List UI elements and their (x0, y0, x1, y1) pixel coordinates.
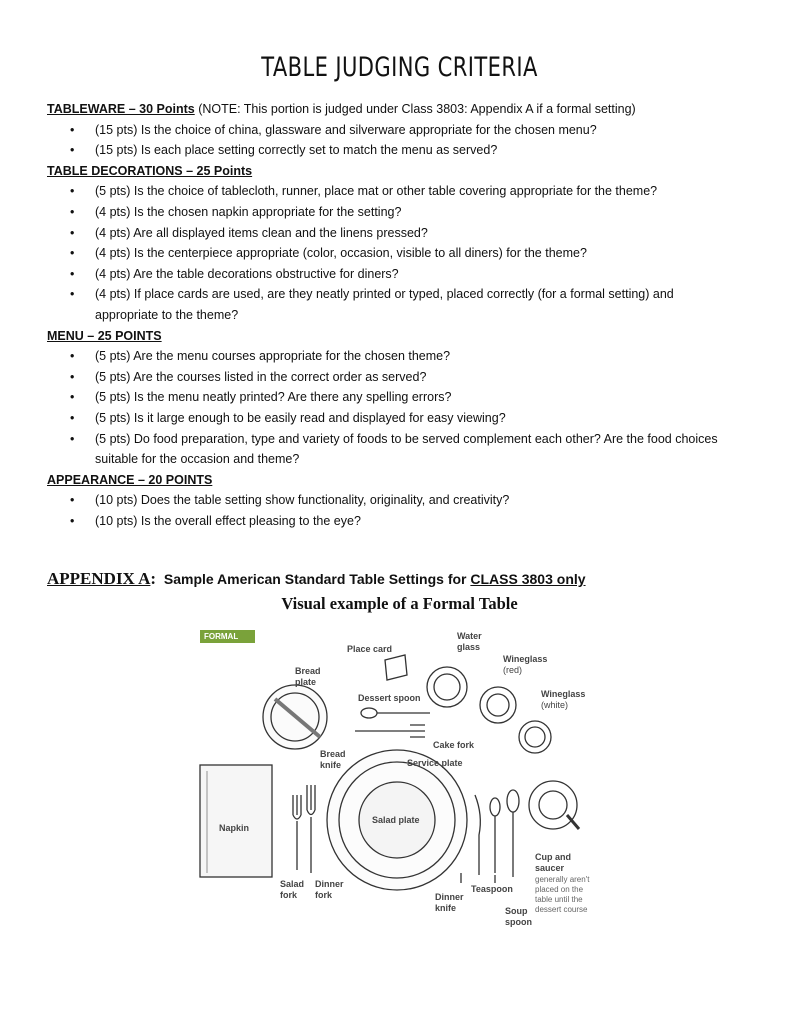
label-dinner-knife: Dinner (435, 892, 464, 902)
list-item: • (4 pts) If place cards are used, are they neatly printed or typed, placed correctly (for a formal setting) and appropriate to the theme? (47, 284, 737, 325)
label-place-card: Place card (347, 644, 393, 654)
napkin-shape (200, 765, 272, 877)
criteria-list (47, 346, 737, 470)
label-salad-fork: Salad (280, 879, 305, 889)
label-dinner-fork-2: fork (315, 890, 333, 900)
criteria-list (47, 181, 737, 325)
section-menu (47, 326, 737, 470)
appendix-label: APPENDIX A (47, 569, 151, 588)
label-cup-note-1: generally aren't (535, 875, 590, 884)
criteria-list (47, 120, 737, 161)
dinner-knife-shape (475, 795, 480, 875)
label-cup-saucer: Cup and (535, 852, 571, 862)
label-soup-spoon-2: spoon (505, 917, 532, 927)
label-salad-plate: Salad plate (372, 815, 420, 825)
appendix-class-ref: CLASS 3803 only (470, 571, 586, 587)
list-item: • (4 pts) Is the chosen napkin appropriate for the setting? (47, 202, 737, 223)
list-item: • (5 pts) Are the courses listed in the correct order as served? (47, 367, 737, 388)
water-glass-shape (427, 667, 467, 707)
label-wineglass-white: Wineglass (541, 689, 586, 699)
appendix-colon: : (150, 569, 157, 588)
section-note: (NOTE: This portion is judged under Class 3803: Appendix A if a formal setting) (194, 102, 636, 116)
teaspoon-shape (490, 798, 500, 816)
visual-example-title: Visual example of a Formal Table (281, 594, 518, 613)
label-cup-note-2: placed on the (535, 885, 584, 894)
page-title: TABLE JUDGING CRITERIA (261, 52, 538, 83)
section-heading: MENU – 25 POINTS (47, 328, 162, 343)
list-item: • (5 pts) Is the choice of tablecloth, runner, place mat or other table covering appropriate for the theme? (47, 181, 737, 202)
list-item: • (5 pts) Is it large enough to be easily read and displayed for easy viewing? (47, 408, 737, 429)
wineglass-red-shape (480, 687, 516, 723)
label-water-glass: Water (457, 631, 482, 641)
section-heading: APPEARANCE – 20 POINTS (47, 472, 213, 487)
label-water-glass-2: glass (457, 642, 481, 652)
label-soup-spoon: Soup (505, 906, 528, 916)
wineglass-white-shape (519, 721, 551, 753)
list-item: • (5 pts) Is the menu neatly printed? Are there any spelling errors? (47, 387, 737, 408)
list-item: • (15 pts) Is each place setting correctly set to match the menu as served? (47, 140, 737, 161)
dinner-fork-shape (307, 785, 315, 873)
criteria-document (47, 99, 737, 531)
label-wineglass-white-2: (white) (541, 700, 569, 710)
formal-table-diagram (195, 625, 615, 940)
label-dessert-spoon: Dessert spoon (358, 693, 421, 703)
label-dinner-fork: Dinner (315, 879, 344, 889)
section-heading: TABLEWARE – 30 Points (47, 102, 195, 116)
label-salad-fork-2: fork (280, 890, 298, 900)
place-card-shape (385, 655, 407, 680)
table-setting-illustration (195, 625, 615, 935)
label-cup-note-4: dessert course (535, 905, 588, 914)
list-item: • (4 pts) Is the centerpiece appropriate (color, occasion, visible to all diners) for the theme? (47, 243, 737, 264)
dessert-spoon-shape (361, 708, 377, 718)
cup-saucer-shape (529, 781, 577, 829)
label-bread-plate: Bread (295, 666, 321, 676)
section-appearance (47, 470, 737, 532)
appendix-subtitle: Sample American Standard Table Settings for (156, 571, 471, 587)
label-cup-note-3: table until the (535, 895, 583, 904)
label-napkin: Napkin (219, 823, 250, 833)
section-tableware (47, 99, 737, 161)
section-table-decorations (47, 161, 737, 326)
list-item: • (10 pts) Is the overall effect pleasing to the eye? (47, 511, 737, 532)
label-wineglass-red: Wineglass (503, 654, 548, 664)
list-item: • (5 pts) Do food preparation, type and variety of foods to be served complement each other? Are the food choices suitable for the occasion and theme? (47, 429, 737, 470)
label-bread-plate-2: plate (295, 677, 317, 687)
label-cup-saucer-2: saucer (535, 863, 565, 873)
label-dinner-knife-2: knife (435, 903, 457, 913)
appendix-heading (47, 569, 586, 589)
label-cake-fork: Cake fork (433, 740, 475, 750)
list-item: • (15 pts) Is the choice of china, glassware and silverware appropriate for the chosen menu? (47, 120, 737, 141)
label-bread-knife-2: knife (320, 760, 342, 770)
label-service-plate: Service plate (407, 758, 463, 768)
formal-badge: FORMAL (204, 632, 239, 641)
list-item: • (4 pts) Are the table decorations obstructive for diners? (47, 264, 737, 285)
label-teaspoon: Teaspoon (471, 884, 513, 894)
criteria-list (47, 490, 737, 531)
soup-spoon-shape (507, 790, 519, 812)
list-item: • (4 pts) Are all displayed items clean and the linens pressed? (47, 223, 737, 244)
section-heading: TABLE DECORATIONS – 25 Points (47, 163, 253, 178)
salad-fork-shape (293, 795, 301, 870)
label-bread-knife: Bread (320, 749, 346, 759)
label-wineglass-red-2: (red) (503, 665, 523, 675)
list-item: • (5 pts) Are the menu courses appropriate for the chosen theme? (47, 346, 737, 367)
list-item: • (10 pts) Does the table setting show functionality, originality, and creativity? (47, 490, 737, 511)
